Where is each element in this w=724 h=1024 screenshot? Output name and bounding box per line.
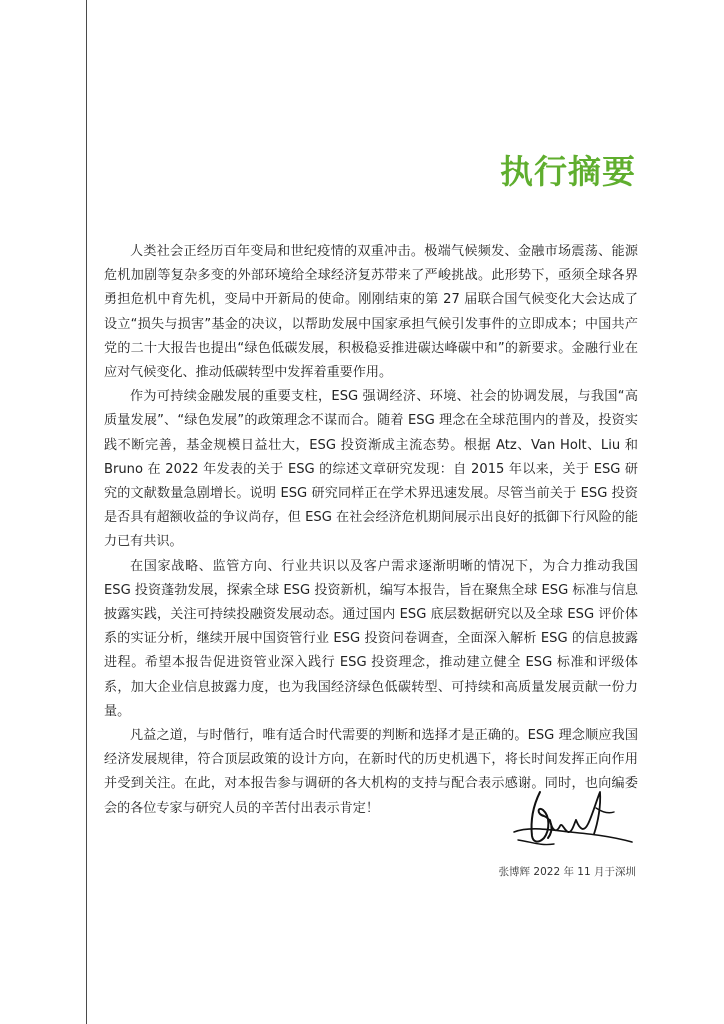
- summary-body: [104, 240, 638, 821]
- paragraph-2: 作为可持续金融发展的重要支柱，ESG 强调经济、环境、社会的协调发展，与我国“高质量发展”、“绿色发展”的政策理念不谋而合。随着 ESG 理念在全球范围内的普及，投资实践不断完善，基金规模日益壮大，ESG 投资渐成主流态势。根据 Atz、Van Holt、Liu 和 Bruno 在 2022 年发表的关于 ESG 的综述文章研究发现：自 2015 年以来，关于 ESG 研究的文献数量急剧增长。说明 ESG 研究同样正在学术界迅速发展。尽管当前关于 ESG 投资是否具有超额收益的争议尚存，但 ESG 在社会经济危机期间展示出良好的抵御下行风险的能力已有共识。: [104, 389, 638, 550]
- handwritten-signature: [510, 786, 636, 852]
- paragraph-1: 人类社会正经历百年变局和世纪疫情的双重冲击。极端气候频发、金融市场震荡、能源危机加剧等复杂多变的外部环境给全球经济复苏带来了严峻挑战。此形势下，亟须全球各界勇担危机中育先机，变局中开新局的使命。刚刚结束的第 27 届联合国气候变化大会达成了设立“损失与损害”基金的决议，以帮助发展中国家承担气候引发事件的立即成本；中国共产党的二十大报告也提出“绿色低碳发展，积极稳妥推进碳达峰碳中和”的新要求。金融行业在应对气候变化、推动低碳转型中发挥着重要作用。: [104, 244, 638, 381]
- left-margin-rule: [86, 0, 87, 1024]
- signature-icon: [510, 786, 636, 852]
- paragraph-3: 在国家战略、监管方向、行业共识以及客户需求逐渐明晰的情况下，为合力推动我国 ESG 投资蓬勃发展，探索全球 ESG 投资新机，编写本报告，旨在聚焦全球 ESG 标准与信息披露实践，关注可持续投融资发展动态。通过国内 ESG 底层数据研究以及全球 ESG 评价体系的实证分析，继续开展中国资管行业 ESG 投资问卷调查，全面深入解析 ESG 的信息披露进程。希望本报告促进资管业深入践行 ESG 投资理念，推动建立健全 ESG 标准和评级体系，加大企业信息披露力度，也为我国经济绿色低碳转型、可持续和高质量发展贡献一份力量。: [104, 558, 638, 719]
- page-title: 执行摘要: [500, 152, 636, 191]
- signature-caption: 张博辉 2022 年 11 月于深圳: [498, 866, 636, 878]
- paragraph-4: 凡益之道，与时偕行，唯有适合时代需要的判断和选择才是正确的。ESG 理念顺应我国经济发展规律，符合顶层政策的设计方向，在新时代的历史机遇下，将长时间发挥正向作用并受到关注。在此，对本报告参与调研的各大机构的支持与配合表示感谢。同时，也向编委会的各位专家与研究人员的辛苦付出表示肯定！: [104, 728, 638, 816]
